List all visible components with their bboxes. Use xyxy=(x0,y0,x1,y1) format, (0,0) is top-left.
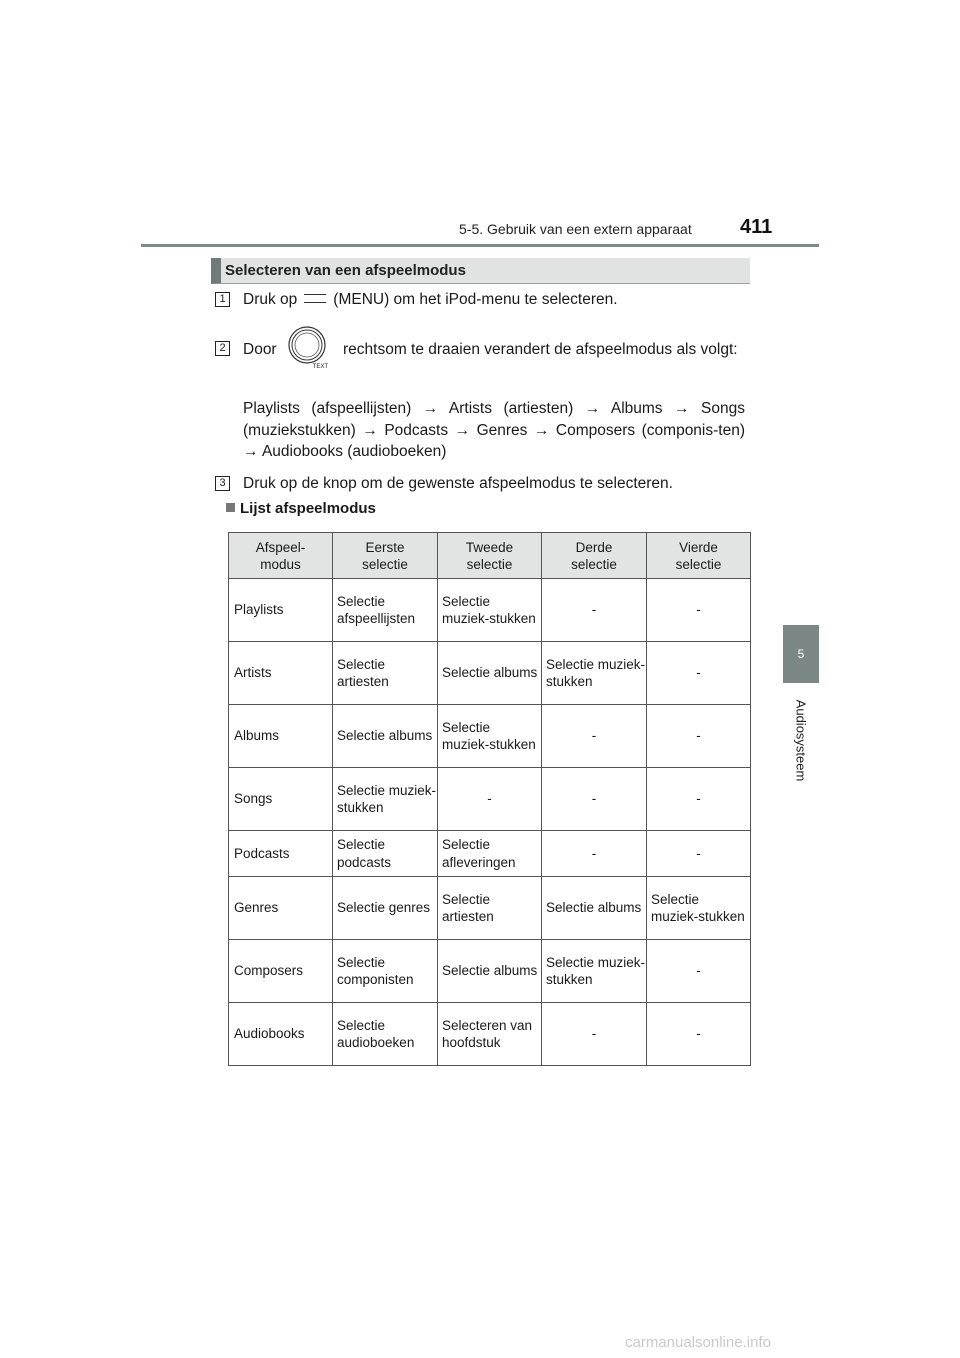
page-number: 411 xyxy=(740,216,773,238)
step-1-badge: 1 xyxy=(215,292,230,307)
watermark: carmanualsonline.info xyxy=(625,1334,771,1351)
table-cell: Selectie artiesten xyxy=(438,877,542,940)
table-header-cell: Eerste selectie xyxy=(333,533,438,579)
table-header-cell: Afspeel- modus xyxy=(229,533,333,579)
table-cell: Selectie muziek-stukken xyxy=(438,705,542,768)
chapter-tab xyxy=(783,625,819,683)
table-header-cell: Derde selectie xyxy=(542,533,647,579)
table-cell: Albums xyxy=(229,705,333,768)
table-cell: - xyxy=(647,940,751,1003)
table-cell: Selectie genres xyxy=(333,877,438,940)
table-row xyxy=(229,877,751,940)
table-row xyxy=(229,1003,751,1066)
step-3-badge: 3 xyxy=(215,476,230,491)
mode-sequence: Playlists (afspeellijsten) → Artists (artiesten) → Albums → Songs (muziekstukken) → Podcasts → Genres → Composers (componis-ten) → Audiobooks (audioboeken) xyxy=(243,400,745,460)
step-2-after: rechtsom te draaien verandert de afspeelmodus als volgt: xyxy=(343,341,738,358)
table-cell: - xyxy=(542,831,647,877)
table-header-cell: Vierde selectie xyxy=(647,533,751,579)
step-1-before: Druk op xyxy=(243,291,298,308)
table-cell: Selectie muziek-stukken xyxy=(333,768,438,831)
square-bullet-icon xyxy=(226,503,235,512)
section-heading xyxy=(211,258,750,284)
table-cell: Artists xyxy=(229,642,333,705)
table-cell: Selectie muziek-stukken xyxy=(542,940,647,1003)
table-header-cell: Tweede selectie xyxy=(438,533,542,579)
table-row xyxy=(229,940,751,1003)
table-cell: Selectie albums xyxy=(438,940,542,1003)
step-2-before: Door xyxy=(243,341,277,358)
menu-button-icon xyxy=(304,294,326,303)
table-cell: - xyxy=(542,705,647,768)
table-cell: - xyxy=(647,642,751,705)
table-cell: Genres xyxy=(229,877,333,940)
header-rule xyxy=(141,244,819,247)
chapter-side-label-text: Audiosysteem xyxy=(793,699,809,781)
table-row xyxy=(229,831,751,877)
table-cell: Selecteren van hoofdstuk xyxy=(438,1003,542,1066)
table-cell: Selectie muziek-stukken xyxy=(542,642,647,705)
table-cell: Audiobooks xyxy=(229,1003,333,1066)
table-cell: Selectie artiesten xyxy=(333,642,438,705)
table-cell: - xyxy=(438,768,542,831)
table-cell: Selectie audioboeken xyxy=(333,1003,438,1066)
table-cell: - xyxy=(542,579,647,642)
table-cell: - xyxy=(647,705,751,768)
table-cell: Playlists xyxy=(229,579,333,642)
table-cell: Selectie afspeellijsten xyxy=(333,579,438,642)
table-row xyxy=(229,768,751,831)
table-cell: Selectie albums xyxy=(542,877,647,940)
table-cell: Selectie albums xyxy=(438,642,542,705)
table-row xyxy=(229,642,751,705)
step-2-badge: 2 xyxy=(215,341,230,356)
table-cell: Selectie albums xyxy=(333,705,438,768)
table-cell: Selectie componisten xyxy=(333,940,438,1003)
table-cell: - xyxy=(647,1003,751,1066)
section-title: Selecteren van een afspeelmodus xyxy=(225,262,466,279)
table-cell: Selectie afleveringen xyxy=(438,831,542,877)
table-header-row xyxy=(229,533,751,579)
table-cell: - xyxy=(647,579,751,642)
table-row xyxy=(229,579,751,642)
table-cell: Composers xyxy=(229,940,333,1003)
playback-mode-table xyxy=(228,532,751,1066)
table-cell: Selectie muziek-stukken xyxy=(647,877,751,940)
table-cell: Selectie muziek-stukken xyxy=(438,579,542,642)
knob-label: TEXT xyxy=(312,364,328,369)
step-3-text: Druk op de knop om de gewenste afspeelmodus te selecteren. xyxy=(243,475,673,492)
step-1-after: (MENU) om het iPod-menu te selecteren. xyxy=(333,291,618,308)
list-heading-text: Lijst afspeelmodus xyxy=(240,500,376,517)
chapter-side-label xyxy=(756,690,846,790)
step-1-text xyxy=(243,289,745,310)
chapter-title: 5-5. Gebruik van een extern apparaat xyxy=(459,221,692,237)
table-cell: Songs xyxy=(229,768,333,831)
table-cell: Selectie podcasts xyxy=(333,831,438,877)
table-cell: Podcasts xyxy=(229,831,333,877)
chapter-tab-number: 5 xyxy=(797,647,805,661)
list-heading xyxy=(226,500,376,517)
table-cell: - xyxy=(542,768,647,831)
table-cell: - xyxy=(647,831,751,877)
table-cell: - xyxy=(647,768,751,831)
table-cell: - xyxy=(542,1003,647,1066)
table-row xyxy=(229,705,751,768)
